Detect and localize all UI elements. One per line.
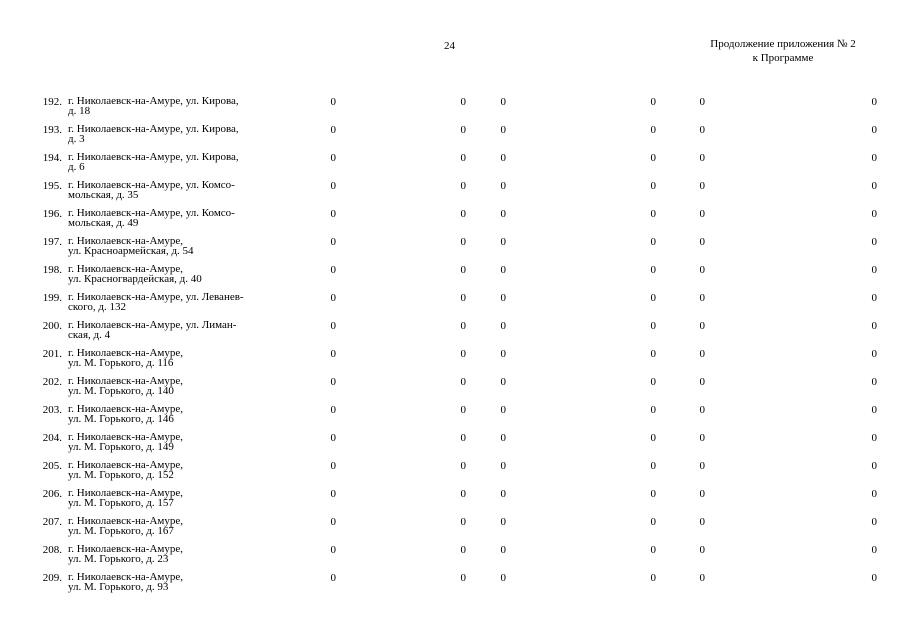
row-value-col2: 0 (460, 376, 466, 388)
row-value-col3: 0 (500, 124, 506, 136)
row-address: г. Николаевск-на-Амуре, ул. М. Горького, д. 23 (68, 543, 183, 565)
row-value-col6: 0 (871, 236, 877, 248)
row-value-col5: 0 (699, 432, 705, 444)
table-row (0, 544, 905, 572)
row-value-col1: 0 (330, 320, 336, 332)
row-value-col3: 0 (500, 208, 506, 220)
row-number: 202. (42, 376, 62, 388)
row-value-col2: 0 (460, 236, 466, 248)
row-address: г. Николаевск-на-Амуре, ул. М. Горького, д. 146 (68, 403, 183, 425)
table-row (0, 488, 905, 516)
row-value-col6: 0 (871, 292, 877, 304)
row-value-col6: 0 (871, 180, 877, 192)
table-row (0, 320, 905, 348)
row-value-col6: 0 (871, 320, 877, 332)
row-value-col1: 0 (330, 404, 336, 416)
row-value-col6: 0 (871, 516, 877, 528)
table-row (0, 96, 905, 124)
row-number: 203. (42, 404, 62, 416)
table-row (0, 208, 905, 236)
appendix-caption-line1: Продолжение приложения № 2 (710, 38, 856, 50)
row-address: г. Николаевск-на-Амуре, ул. М. Горького, д. 149 (68, 431, 183, 453)
row-value-col3: 0 (500, 152, 506, 164)
row-value-col4: 0 (650, 460, 656, 472)
row-value-col5: 0 (699, 320, 705, 332)
row-number: 199. (42, 292, 62, 304)
row-value-col4: 0 (650, 320, 656, 332)
row-value-col6: 0 (871, 348, 877, 360)
row-number: 194. (42, 152, 62, 164)
row-value-col1: 0 (330, 236, 336, 248)
row-value-col6: 0 (871, 460, 877, 472)
page-number: 24 (444, 40, 455, 52)
row-value-col5: 0 (699, 208, 705, 220)
row-value-col2: 0 (460, 180, 466, 192)
row-value-col6: 0 (871, 124, 877, 136)
row-value-col1: 0 (330, 516, 336, 528)
row-address: г. Николаевск-на-Амуре, ул. Комсо- мольская, д. 49 (68, 207, 235, 229)
row-number: 193. (42, 124, 62, 136)
row-value-col6: 0 (871, 96, 877, 108)
row-value-col5: 0 (699, 376, 705, 388)
table-row (0, 348, 905, 376)
row-value-col3: 0 (500, 544, 506, 556)
table-row (0, 460, 905, 488)
row-value-col4: 0 (650, 152, 656, 164)
row-value-col4: 0 (650, 236, 656, 248)
row-value-col3: 0 (500, 292, 506, 304)
row-value-col4: 0 (650, 432, 656, 444)
row-value-col3: 0 (500, 236, 506, 248)
row-address: г. Николаевск-на-Амуре, ул. Красногвардейская, д. 40 (68, 263, 202, 285)
row-value-col3: 0 (500, 432, 506, 444)
row-value-col1: 0 (330, 376, 336, 388)
row-number: 200. (42, 320, 62, 332)
row-value-col2: 0 (460, 124, 466, 136)
row-address: г. Николаевск-на-Амуре, ул. Кирова, д. 6 (68, 151, 239, 173)
row-value-col2: 0 (460, 152, 466, 164)
row-value-col6: 0 (871, 208, 877, 220)
row-value-col6: 0 (871, 488, 877, 500)
row-value-col2: 0 (460, 488, 466, 500)
row-value-col5: 0 (699, 236, 705, 248)
row-value-col3: 0 (500, 404, 506, 416)
table-row (0, 180, 905, 208)
row-value-col5: 0 (699, 96, 705, 108)
appendix-caption (688, 37, 878, 65)
table-row (0, 376, 905, 404)
row-value-col2: 0 (460, 292, 466, 304)
row-value-col4: 0 (650, 376, 656, 388)
row-value-col2: 0 (460, 348, 466, 360)
row-address: г. Николаевск-на-Амуре, ул. Красноармейская, д. 54 (68, 235, 194, 257)
row-number: 198. (42, 264, 62, 276)
row-value-col2: 0 (460, 432, 466, 444)
row-number: 195. (42, 180, 62, 192)
row-value-col6: 0 (871, 376, 877, 388)
row-value-col2: 0 (460, 96, 466, 108)
table-row (0, 236, 905, 264)
table-row (0, 124, 905, 152)
row-address: г. Николаевск-на-Амуре, ул. М. Горького, д. 93 (68, 571, 183, 593)
row-number: 205. (42, 460, 62, 472)
row-value-col3: 0 (500, 516, 506, 528)
table-row (0, 404, 905, 432)
row-value-col4: 0 (650, 96, 656, 108)
row-value-col4: 0 (650, 208, 656, 220)
row-value-col4: 0 (650, 572, 656, 584)
table-row (0, 516, 905, 544)
row-value-col1: 0 (330, 432, 336, 444)
row-value-col4: 0 (650, 544, 656, 556)
row-value-col5: 0 (699, 544, 705, 556)
row-value-col1: 0 (330, 292, 336, 304)
row-value-col1: 0 (330, 572, 336, 584)
row-value-col5: 0 (699, 180, 705, 192)
row-value-col1: 0 (330, 208, 336, 220)
row-value-col3: 0 (500, 572, 506, 584)
row-address: г. Николаевск-на-Амуре, ул. М. Горького, д. 157 (68, 487, 183, 509)
row-value-col5: 0 (699, 404, 705, 416)
row-value-col5: 0 (699, 264, 705, 276)
row-value-col4: 0 (650, 516, 656, 528)
row-value-col3: 0 (500, 460, 506, 472)
row-value-col1: 0 (330, 544, 336, 556)
row-value-col4: 0 (650, 488, 656, 500)
row-address: г. Николаевск-на-Амуре, ул. Лиман- ская, д. 4 (68, 319, 237, 341)
row-number: 201. (42, 348, 62, 360)
row-value-col3: 0 (500, 320, 506, 332)
row-address: г. Николаевск-на-Амуре, ул. М. Горького, д. 152 (68, 459, 183, 481)
row-value-col1: 0 (330, 180, 336, 192)
row-value-col3: 0 (500, 180, 506, 192)
row-address: г. Николаевск-на-Амуре, ул. М. Горького, д. 167 (68, 515, 183, 537)
row-address: г. Николаевск-на-Амуре, ул. Комсо- мольская, д. 35 (68, 179, 235, 201)
row-number: 208. (42, 544, 62, 556)
row-value-col5: 0 (699, 516, 705, 528)
row-number: 206. (42, 488, 62, 500)
row-number: 197. (42, 236, 62, 248)
row-value-col4: 0 (650, 348, 656, 360)
row-value-col6: 0 (871, 544, 877, 556)
table-row (0, 572, 905, 600)
row-number: 207. (42, 516, 62, 528)
row-value-col2: 0 (460, 572, 466, 584)
row-value-col2: 0 (460, 404, 466, 416)
row-number: 192. (42, 96, 62, 108)
row-value-col6: 0 (871, 264, 877, 276)
row-value-col5: 0 (699, 124, 705, 136)
row-value-col2: 0 (460, 320, 466, 332)
row-value-col1: 0 (330, 488, 336, 500)
row-address: г. Николаевск-на-Амуре, ул. М. Горького, д. 140 (68, 375, 183, 397)
row-value-col6: 0 (871, 572, 877, 584)
table-row (0, 152, 905, 180)
row-address: г. Николаевск-на-Амуре, ул. Леванев- ского, д. 132 (68, 291, 244, 313)
row-value-col3: 0 (500, 96, 506, 108)
row-value-col2: 0 (460, 544, 466, 556)
row-value-col1: 0 (330, 152, 336, 164)
row-value-col5: 0 (699, 488, 705, 500)
row-value-col6: 0 (871, 432, 877, 444)
row-value-col3: 0 (500, 488, 506, 500)
row-value-col5: 0 (699, 572, 705, 584)
row-value-col2: 0 (460, 516, 466, 528)
row-value-col1: 0 (330, 264, 336, 276)
row-value-col6: 0 (871, 152, 877, 164)
row-value-col2: 0 (460, 264, 466, 276)
row-address: г. Николаевск-на-Амуре, ул. М. Горького, д. 116 (68, 347, 183, 369)
row-number: 196. (42, 208, 62, 220)
row-value-col5: 0 (699, 152, 705, 164)
row-value-col4: 0 (650, 264, 656, 276)
row-value-col3: 0 (500, 264, 506, 276)
row-value-col4: 0 (650, 124, 656, 136)
row-value-col5: 0 (699, 460, 705, 472)
table-row (0, 432, 905, 460)
row-value-col1: 0 (330, 460, 336, 472)
row-value-col4: 0 (650, 404, 656, 416)
row-value-col5: 0 (699, 348, 705, 360)
row-value-col3: 0 (500, 376, 506, 388)
row-value-col3: 0 (500, 348, 506, 360)
row-value-col1: 0 (330, 124, 336, 136)
row-value-col2: 0 (460, 460, 466, 472)
row-value-col5: 0 (699, 292, 705, 304)
table-row (0, 264, 905, 292)
appendix-caption-line2: к Программе (752, 52, 814, 64)
row-value-col1: 0 (330, 348, 336, 360)
table-row (0, 292, 905, 320)
row-value-col2: 0 (460, 208, 466, 220)
row-number: 209. (42, 572, 62, 584)
row-value-col6: 0 (871, 404, 877, 416)
row-number: 204. (42, 432, 62, 444)
row-address: г. Николаевск-на-Амуре, ул. Кирова, д. 18 (68, 95, 239, 117)
row-value-col4: 0 (650, 292, 656, 304)
row-address: г. Николаевск-на-Амуре, ул. Кирова, д. 3 (68, 123, 239, 145)
row-value-col1: 0 (330, 96, 336, 108)
row-value-col4: 0 (650, 180, 656, 192)
